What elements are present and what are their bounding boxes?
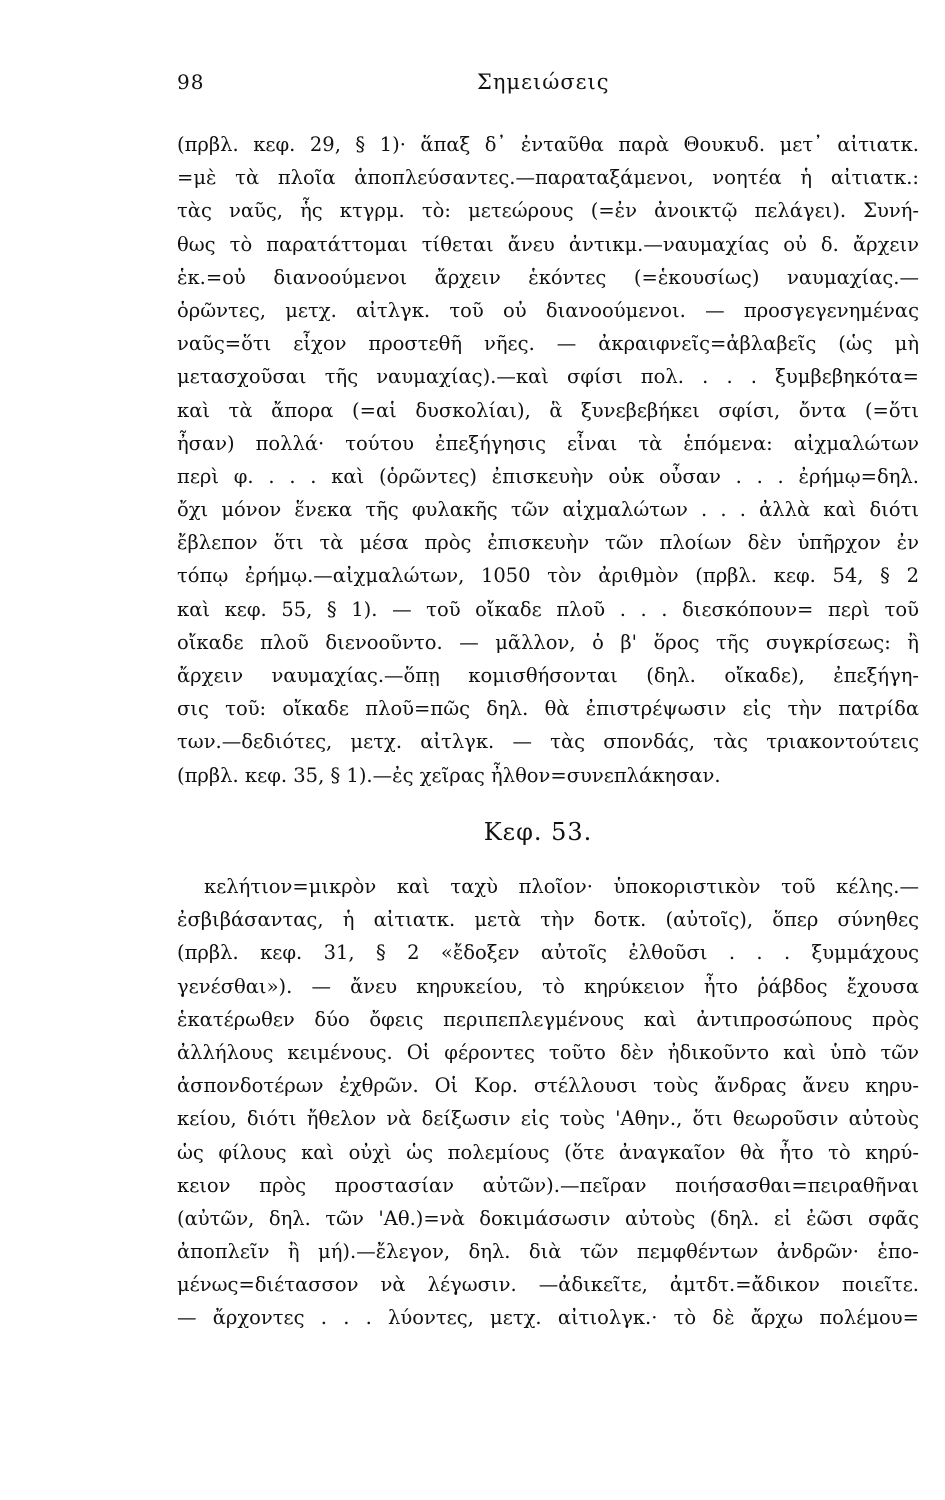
text-line: ἄρχειν ναυμαχίας.—ὅπῃ κομισθήσονται (δηλ. οἴκαδε), ἐπεξήγη-: [177, 664, 919, 687]
text-line: τόπῳ ἐρήμῳ.—αἰχμαλώτων, 1050 τὸν ἀριθμὸν (πρβλ. κεφ. 54, § 2: [177, 564, 919, 588]
text-line: (πρβλ. κεφ. 29, § 1)· ἅπαξ δ᾽ ἐνταῦθα παρὰ Θουκυδ. μετ᾽ αἰτιατκ.: [177, 133, 919, 156]
page-number: 98: [177, 70, 205, 94]
text-line: κείου, διότι ἤθελον νὰ δείξωσιν εἰς τοὺς 'Αθην., ὅτι θεωροῦσιν αὐτοὺς: [177, 1107, 919, 1131]
text-line: κειον πρὸς προστασίαν αὐτῶν).—πεῖραν ποιήσασθαι=πειραθῆναι: [177, 1173, 919, 1197]
text-line: καὶ τὰ ἄπορα (=αἱ δυσκολίαι), ἃ ξυνεβεβήκει σφίσι, ὄντα (=ὅτι: [177, 398, 919, 422]
text-line: καὶ κεφ. 55, § 1). — τοῦ οἴκαδε πλοῦ . . . διεσκόπουν= περὶ τοῦ: [177, 597, 919, 621]
text-line: ἐσβιβάσαντας, ἡ αἰτιατκ. μετὰ τὴν δοτκ. (αὐτοῖς), ὅπερ σύνηθες: [177, 908, 919, 932]
text-line: θως τὸ παρατάττομαι τίθεται ἄνευ ἀντικμ.—ναυμαχίας οὐ δ. ἄρχειν: [177, 232, 919, 256]
chapter-heading-label: Κεφ. 53.: [483, 818, 593, 846]
text-line: =μὲ τὰ πλοῖα ἀποπλεύσαντες.—παραταξάμενοι, νοητέα ἡ αἰτιατκ.:: [177, 166, 919, 190]
text-line: σις τοῦ: οἴκαδε πλοῦ=πῶς δηλ. θὰ ἐπιστρέψωσιν εἰς τὴν πατρίδα: [177, 697, 919, 721]
text-line: (αὐτῶν, δηλ. τῶν 'Αθ.)=νὰ δοκιμάσωσιν αὐτοὺς (δηλ. εἰ ἐῶσι σφᾶς: [177, 1206, 919, 1230]
text-line: τὰς ναῦς, ἧς κτγρμ. τὸ: μετεώρους (=ἐν ἀνοικτῷ πελάγει). Συνή-: [177, 199, 919, 223]
text-line: ὄχι μόνον ἕνεκα τῆς φυλακῆς τῶν αἰχμαλώτων . . . ἀλλὰ καὶ διότι: [177, 498, 919, 522]
text-line: — ἄρχοντες . . . λύοντες, μετχ. αἰτιολγκ.· τὸ δὲ ἄρχω πολέμου=: [177, 1306, 919, 1330]
running-title: Σημειώσεις: [477, 70, 610, 94]
text-line: ἀποπλεῖν ἢ μή).—ἔλεγον, δηλ. διὰ τῶν πεμφθέντων ἀνδρῶν· ἑπο-: [177, 1240, 919, 1264]
text-line: ὁρῶντες, μετχ. αἰτλγκ. τοῦ οὐ διανοούμενοι. — προσγεγενημένας: [177, 298, 919, 322]
text-line: (πρβλ. κεφ. 35, § 1).—ἐς χεῖρας ἦλθον=συνεπλάκησαν.: [177, 763, 721, 787]
text-line: μένως=διέτασσον νὰ λέγωσιν. —ἀδικεῖτε, ἀμτδτ.=ἄδικον ποιεῖτε.: [177, 1273, 919, 1297]
text-line: ἀσπονδοτέρων ἐχθρῶν. Οἱ Κορ. στέλλουσι τοὺς ἄνδρας ἄνευ κηρυ-: [177, 1074, 919, 1098]
text-line: ἑκατέρωθεν δύο ὄφεις περιπεπλεγμένους καὶ ἀντιπροσώπους πρὸς: [177, 1007, 919, 1031]
page-header: [177, 70, 917, 104]
text-line: ἦσαν) πολλά· τούτου ἐπεξήγησις εἶναι τὰ ἑπόμενα: αἰχμαλώτων: [177, 431, 919, 455]
text-line: μετασχοῦσαι τῆς ναυμαχίας).—καὶ σφίσι πολ. . . . ξυμβεβηκότα=: [177, 365, 919, 389]
notes-section-1: [177, 128, 919, 792]
text-line: ἀλλήλους κειμένους. Οἱ φέροντες τοῦτο δὲν ἠδικοῦντο καὶ ὑπὸ τῶν: [177, 1040, 919, 1064]
text-line: ὡς φίλους καὶ οὐχὶ ὡς πολεμίους (ὅτε ἀναγκαῖον θὰ ἦτο τὸ κηρύ-: [177, 1140, 919, 1164]
text-line: ἑκ.=οὐ διανοούμενοι ἄρχειν ἑκόντες (=ἑκουσίως) ναυμαχίας.—: [177, 265, 919, 289]
text-line: περὶ φ. . . . καὶ (ὁρῶντες) ἐπισκευὴν οὐκ οὖσαν . . . ἐρήμῳ=δηλ.: [177, 464, 919, 488]
text-line: ἔβλεπον ὅτι τὰ μέσα πρὸς ἐπισκευὴν τῶν πλοίων δὲν ὑπῆρχον ἐν: [177, 531, 919, 555]
text-line: οἴκαδε πλοῦ διενοοῦντο. — μᾶλλον, ὁ β' ὅρος τῆς συγκρίσεως: ἢ: [177, 630, 919, 654]
text-line: ναῦς=ὅτι εἶχον προστεθῆ νῆες. — ἀκραιφνεῖς=ἀβλαβεῖς (ὡς μὴ: [177, 332, 919, 356]
text-line: κελήτιον=μικρὸν καὶ ταχὺ πλοῖον· ὑποκοριστικὸν τοῦ κέλης.—: [204, 875, 919, 898]
chapter-heading: [177, 818, 919, 846]
text-line: (πρβλ. κεφ. 31, § 2 «ἔδοξεν αὐτοῖς ἐλθοῦσι . . . ξυμμάχους: [177, 941, 919, 965]
notes-section-2: [177, 870, 919, 1335]
text-line: γενέσθαι»). — ἄνευ κηρυκείου, τὸ κηρύκειον ἦτο ῥάβδος ἔχουσα: [177, 974, 919, 998]
text-line: των.—δεδιότες, μετχ. αἰτλγκ. — τὰς σπονδάς, τὰς τριακοντούτεις: [177, 730, 919, 754]
